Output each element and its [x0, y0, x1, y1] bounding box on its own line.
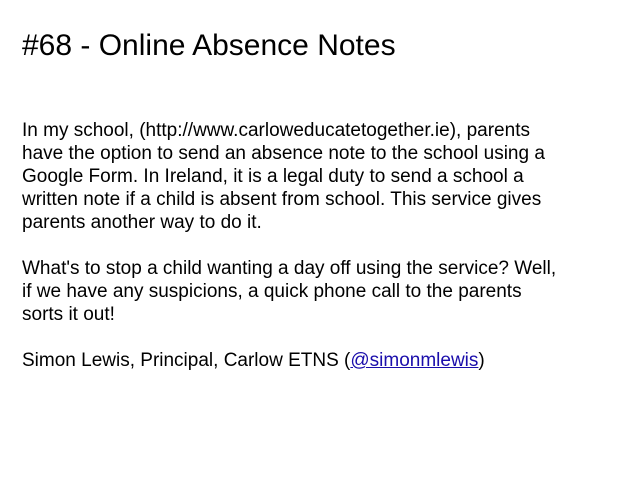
attribution-line	[22, 349, 632, 372]
paragraph-school-intro	[22, 119, 632, 234]
text-line: if we have any suspicions, a quick phone call to the parents	[22, 281, 522, 302]
text-line: What's to stop a child wanting a day off using the service? Well,	[22, 258, 557, 279]
text-line: In my school, (http://www.carloweducatetogether.ie), parents	[22, 120, 530, 141]
text-line: Google Form. In Ireland, it is a legal duty to send a school a	[22, 166, 524, 187]
slide-body	[22, 119, 632, 395]
slide-title: #68 - Online Absence Notes	[22, 29, 396, 62]
paragraph-suspicion	[22, 257, 632, 326]
text-line: have the option to send an absence note to the school using a	[22, 143, 545, 164]
attribution-suffix: )	[478, 350, 485, 371]
text-line: written note if a child is absent from school. This service gives	[22, 189, 542, 210]
text-line: sorts it out!	[22, 304, 115, 325]
attribution	[22, 349, 632, 372]
attribution-prefix: Simon Lewis, Principal, Carlow ETNS (	[22, 350, 351, 371]
text-line: parents another way to do it.	[22, 212, 262, 233]
twitter-handle-link[interactable]: @simonmlewis	[350, 350, 479, 371]
